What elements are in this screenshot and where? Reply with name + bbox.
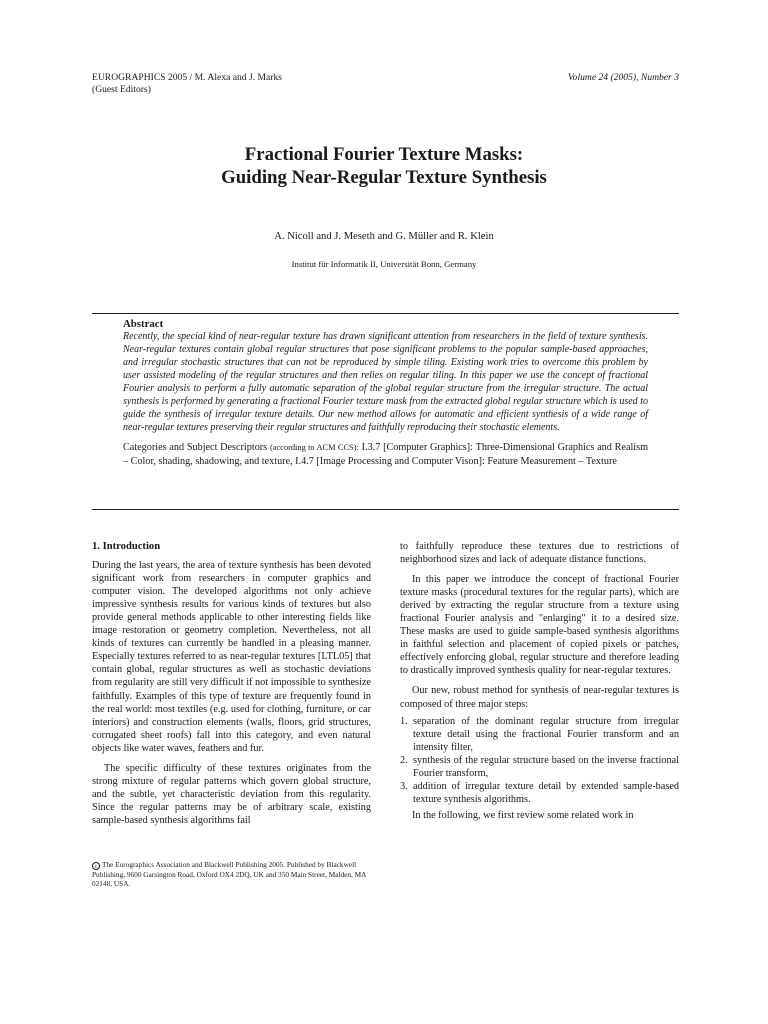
list-item-text: separation of the dominant regular structure from irregular texture detail using the fractional Fourier transform and an intensity filter, — [413, 715, 679, 753]
list-item-text: addition of irregular texture detail by extended sample-based texture synthesis algorithms. — [413, 780, 679, 805]
list-item-text: synthesis of the regular structure based on the inverse fractional Fourier transform, — [413, 754, 679, 779]
list-item — [400, 780, 679, 806]
abstract-heading: Abstract — [123, 318, 164, 330]
left-column — [92, 540, 371, 827]
intro-paragraph-5: In the following, we first review some related work in — [412, 809, 634, 821]
authors: A. Nicoll and J. Meseth and G. Müller and R. Klein — [274, 231, 494, 242]
intro-paragraph-3: In this paper we introduce the concept of fractional Fourier texture masks (procedural textures for the regular parts), which are derived by extracting the regular structure from a texture using fractional Fourier analysis and "enlarging" it to a desired size. These masks are used to guide sample-based synthesis algorithms in faithful selection and placement of copied pixels or patches, effectively enforcing global, regular structure and therefore leading to drastically improved synthesis quality for near-regular textures. — [400, 574, 679, 677]
editors-line: (Guest Editors) — [92, 83, 151, 95]
steps-list — [400, 715, 679, 806]
abstract-bottom-rule — [92, 509, 679, 510]
intro-paragraph-4: Our new, robust method for synthesis of near-regular textures is composed of three major steps: — [400, 685, 679, 710]
abstract-top-rule — [92, 313, 679, 314]
title-line-2: Guiding Near-Regular Texture Synthesis — [221, 167, 547, 188]
section-heading-introduction: 1. Introduction — [92, 541, 161, 552]
abstract-text: Recently, the special kind of near-regular texture has drawn significant attention from researchers in the field of texture synthesis. Near-regular textures contain global regular structures that pose significant problems to the popular sample-based approaches, and irregular stochastic structures that can not be reproduced by simple tiling. Existing work tries to overcome this problem by user assisted modeling of the regular structures and then relies on regular tiling. In this paper we use the concept of fractional Fourier analysis to perform a fully automatic separation of the global regular structure from the irregular structure. The actual synthesis is performed by generating a fractional Fourier texture mask from the extracted global regular structure which is used to guide the synthesis of irregular texture details. Our new method allows for automatic and efficient synthesis of a wide range of near-regular textures preserving their regular structures and faithfully reproducing their stochastic elements. — [123, 331, 648, 434]
intro-paragraph-2: The specific difficulty of these textures originates from the strong mixture of regular patterns which govern global structure, and the subtle, yet characteristic deviation from this regularity. Since the regular patterns may be of arbitrary scale, existing sample-based synthesis algorithms fail — [92, 762, 371, 826]
affiliation: Institut für Informatik II, Universität Bonn, Germany — [291, 259, 477, 269]
list-item — [400, 754, 679, 780]
intro-paragraph-1: During the last years, the area of texture synthesis has been devoted significant work from researchers in computer graphics and computer vision. The developed algorithms not only achieve impressive synthesis results for various kinds of textures but also provide general methods applicable to other interesting fields like image restoration or geometry completion. Nevertheless, not all kinds of textures can currently be handled in a pleasing manner. Especially textures referred to as near-regular textures [LTL05] that contain global, regular structures as well as stochastic deviations from regularity are still very difficult if not impossible to synthesize faithfully. Examples of this type of texture are frequently found in the real world: most textiles (e.g. used for clothing, furniture, or car interiors) and construction elements (walls, floors, grid structures, corrugated sheet roofs) fall into this category, and even natural objects like water waves, feathers and fur. — [92, 560, 371, 754]
volume-info: Volume 24 (2005), Number 3 — [567, 72, 679, 83]
list-item-number: 3. — [400, 780, 408, 792]
copyright-footnote — [92, 860, 371, 889]
paper-title — [0, 143, 768, 189]
abstract-block — [123, 318, 648, 468]
copyright-text: The Eurographics Association and Blackwell Publishing 2005. Published by Blackwell Publishing, 9600 Garsington Road, Oxford OX4 2DQ, UK and 350 Main Street, Malden, MA 02148, USA. — [92, 860, 367, 889]
list-item — [400, 715, 679, 754]
title-line-1: Fractional Fourier Texture Masks: — [244, 144, 524, 165]
list-item-number: 2. — [400, 754, 408, 766]
categories — [123, 441, 648, 467]
running-header-left — [92, 72, 282, 95]
copyright-icon: c — [92, 862, 100, 870]
right-column — [400, 540, 679, 822]
intro-paragraph-2-continued: to faithfully reproduce these textures due to restrictions of neighborhood sizes and lack of adequate distance functions. — [400, 541, 679, 566]
acm-note: (according to ACM CCS): — [269, 443, 359, 453]
categories-label: Categories and Subject Descriptors — [123, 442, 268, 454]
list-item-number: 1. — [400, 715, 408, 727]
categories-text: I.3.7 [Computer Graphics]: Three-Dimensional Graphics and Realism – Color, shading, shadowing, and texture, I.4.7 [Image Processing and Computer Vison]: Feature Measurement – Texture — [123, 442, 649, 467]
conference-line: EUROGRAPHICS 2005 / M. Alexa and J. Marks — [92, 72, 283, 83]
